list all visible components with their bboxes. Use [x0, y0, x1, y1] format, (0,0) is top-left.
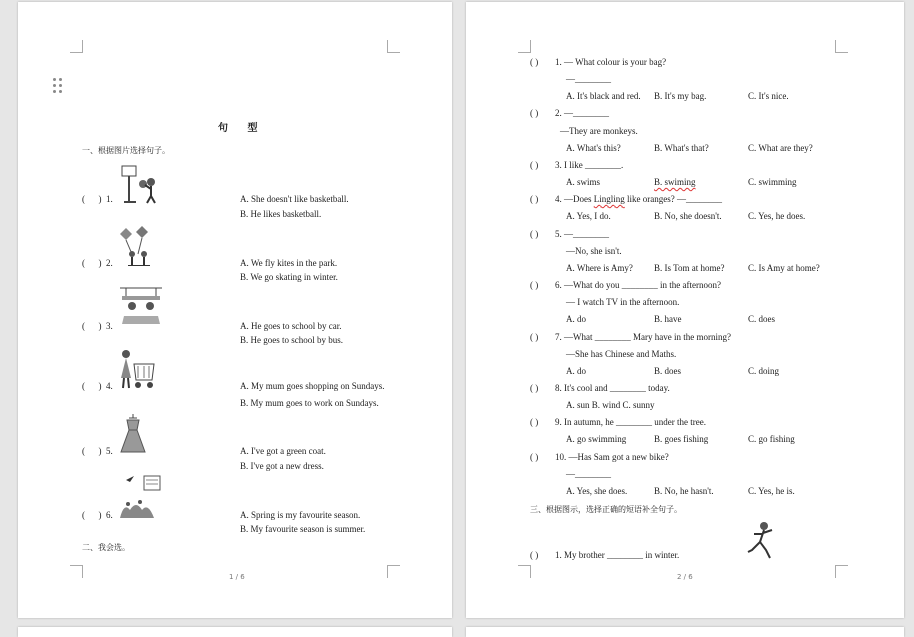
option-a: A. It's black and red. — [566, 91, 641, 101]
option-a: A. I've got a green coat. — [240, 446, 326, 456]
answer-blank[interactable]: ( ) — [530, 57, 539, 67]
crop-mark — [835, 40, 848, 53]
dialog-line: — I watch TV in the afternoon. — [566, 297, 680, 307]
crop-mark — [387, 565, 400, 578]
option-b: B. does — [654, 366, 681, 376]
answer-blank[interactable]: ( ) — [82, 321, 102, 331]
section-heading: 三、根据图示，选择正确的短语补全句子。 — [530, 505, 682, 514]
question-text: 6. —What do you ________ in the afternoon? — [555, 280, 721, 290]
option-c: C. It's nice. — [748, 91, 789, 101]
option-b: B. Is Tom at home? — [654, 263, 725, 273]
option-c: C. go fishing — [748, 434, 795, 444]
question-text: 4. —Does Lingling like oranges? —________ — [555, 194, 722, 204]
crop-mark — [70, 565, 83, 578]
item-number: 6. — [106, 510, 113, 520]
dialog-line: —________ — [566, 74, 611, 84]
option-a: A. He goes to school by car. — [240, 321, 342, 331]
answer-blank[interactable]: ( ) — [530, 108, 539, 118]
option-a: A. do — [566, 314, 586, 324]
crop-mark — [835, 565, 848, 578]
shopping-picture — [118, 348, 160, 390]
option-a: A. go swimming — [566, 434, 627, 444]
page-2 — [466, 2, 904, 618]
option-a: A. We fly kites in the park. — [240, 258, 338, 268]
option-a: A. She doesn't like basketball. — [240, 194, 349, 204]
page-3-preview — [18, 627, 452, 637]
dress-picture — [118, 412, 148, 456]
answer-blank[interactable]: ( ) — [82, 381, 102, 391]
option-b: B. have — [654, 314, 682, 324]
option-a: A. Spring is my favourite season. — [240, 510, 361, 520]
option-a: A. What's this? — [566, 143, 621, 153]
question-text: 5. —________ — [555, 229, 609, 239]
option-a: A. swims — [566, 177, 601, 187]
option-a: A. do — [566, 366, 586, 376]
page-title: 句 型 — [218, 123, 266, 134]
dialog-line: —No, she isn't. — [566, 246, 622, 256]
basketball-picture — [118, 162, 164, 204]
option-b: B. My favourite season is summer. — [240, 524, 366, 534]
page-footer: 2 / 6 — [677, 573, 693, 581]
spring-picture — [118, 472, 164, 520]
option-c: C. What are they? — [748, 143, 813, 153]
crop-mark — [518, 40, 531, 53]
crop-mark — [518, 565, 531, 578]
option-b: B. He likes basketball. — [240, 209, 322, 219]
dialog-line: —She has Chinese and Maths. — [566, 349, 677, 359]
option-c: C. Is Amy at home? — [748, 263, 820, 273]
option-c: C. doing — [748, 366, 780, 376]
answer-blank[interactable]: ( ) — [530, 452, 539, 462]
crop-mark — [387, 40, 400, 53]
page-1 — [18, 2, 452, 618]
option-b: B. It's my bag. — [654, 91, 707, 101]
question-text: 10. —Has Sam got a new bike? — [555, 452, 669, 462]
option-a: A. Yes, she does. — [566, 486, 628, 496]
answer-blank[interactable]: ( ) — [530, 229, 539, 239]
answer-blank[interactable]: ( ) — [82, 258, 102, 268]
answer-blank[interactable]: ( ) — [82, 446, 102, 456]
crop-mark — [70, 40, 83, 53]
option-b: B. No, she doesn't. — [654, 211, 722, 221]
option-b: B. goes fishing — [654, 434, 709, 444]
option-b: B. We go skating in winter. — [240, 272, 338, 282]
answer-blank[interactable]: ( ) — [530, 332, 539, 342]
option-b: B. What's that? — [654, 143, 709, 153]
answer-blank[interactable]: ( ) — [530, 417, 539, 427]
item-number: 1. — [106, 194, 113, 204]
question-text: 7. —What ________ Mary have in the morning? — [555, 332, 731, 342]
section-heading: 二、我会选。 — [82, 543, 130, 552]
drag-handle-icon[interactable] — [53, 78, 63, 96]
item-number: 4. — [106, 381, 113, 391]
option-b: B. He goes to school by bus. — [240, 335, 343, 345]
item-number: 5. — [106, 446, 113, 456]
answer-blank[interactable]: ( ) — [530, 160, 539, 170]
question-text: 9. In autumn, he ________ under the tree. — [555, 417, 706, 427]
options-line: A. sun B. wind C. sunny — [566, 400, 655, 410]
option-c: C. swimming — [748, 177, 797, 187]
option-b: B. No, he hasn't. — [654, 486, 714, 496]
question-text: 8. It's cool and ________ today. — [555, 383, 670, 393]
option-b: B. I've got a new dress. — [240, 461, 324, 471]
option-b: B. swiming — [654, 177, 696, 187]
answer-blank[interactable]: ( ) — [530, 280, 539, 290]
answer-blank[interactable]: ( ) — [82, 510, 102, 520]
option-c: C. Yes, he does. — [748, 211, 806, 221]
answer-blank[interactable]: ( ) — [82, 194, 102, 204]
question-text: 3. I like ________. — [555, 160, 624, 170]
skating-picture — [746, 520, 778, 560]
kites-picture — [118, 222, 158, 266]
question-text: 1. — What colour is your bag? — [555, 57, 667, 67]
item-number: 2. — [106, 258, 113, 268]
option-a: A. Yes, I do. — [566, 211, 611, 221]
option-b: B. My mum goes to work on Sundays. — [240, 398, 379, 408]
option-c: C. Yes, he is. — [748, 486, 795, 496]
answer-blank[interactable]: ( ) — [530, 383, 539, 393]
question-text: 1. My brother ________ in winter. — [555, 550, 680, 560]
question-text: 2. —________ — [555, 108, 609, 118]
dialog-line: —They are monkeys. — [560, 126, 638, 136]
option-c: C. does — [748, 314, 775, 324]
option-a: A. Where is Amy? — [566, 263, 633, 273]
bus-picture — [118, 284, 164, 328]
answer-blank[interactable]: ( ) — [530, 550, 539, 560]
page-4-preview — [466, 627, 904, 637]
section-heading: 一、根据图片选择句子。 — [82, 146, 170, 155]
option-a: A. My mum goes shopping on Sundays. — [240, 381, 385, 391]
page-footer: 1 / 6 — [229, 573, 245, 581]
item-number: 3. — [106, 321, 113, 331]
dialog-line: —________ — [566, 469, 611, 479]
answer-blank[interactable]: ( ) — [530, 194, 539, 204]
